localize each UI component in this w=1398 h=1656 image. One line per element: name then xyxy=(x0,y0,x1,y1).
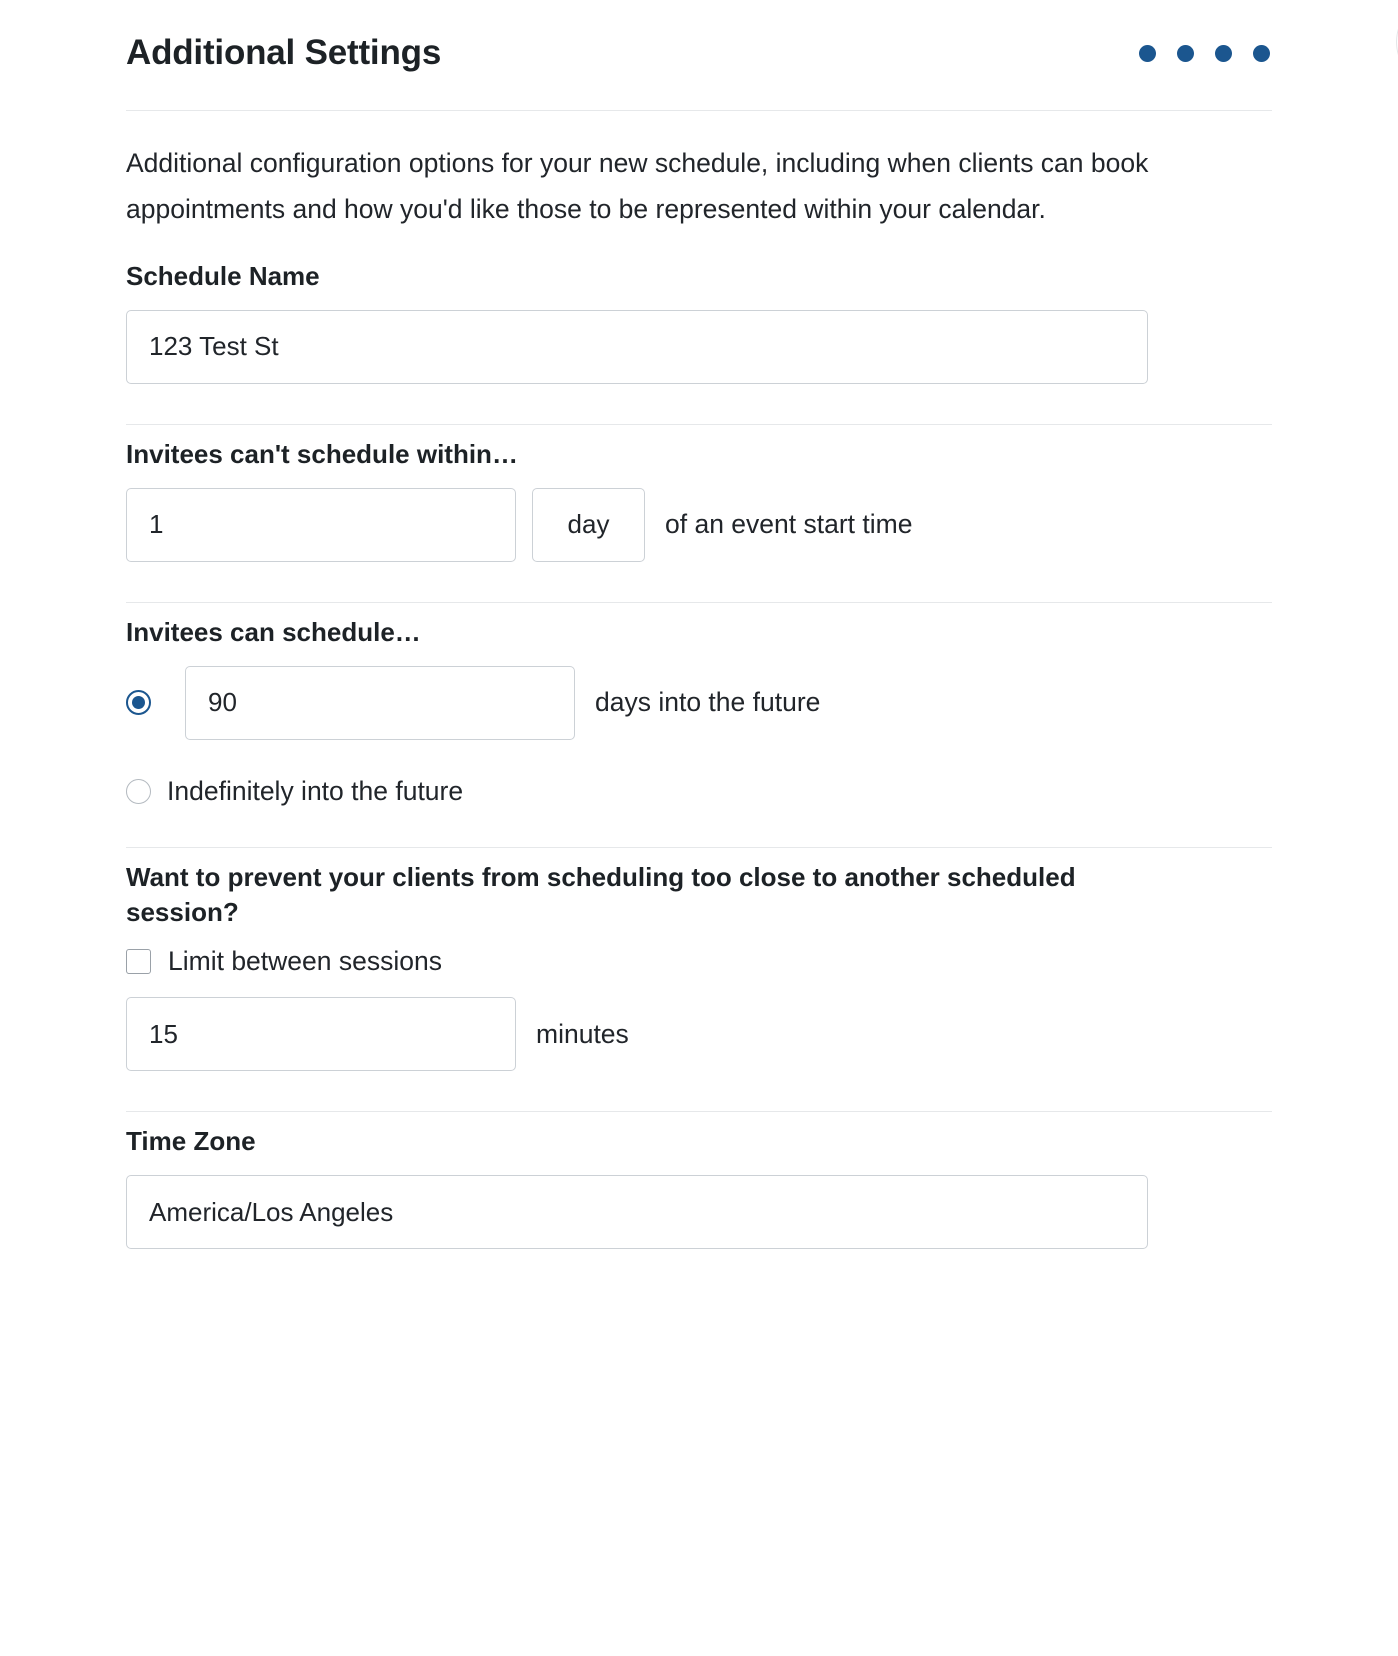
modal-body xyxy=(126,111,1272,1249)
buffer-section xyxy=(126,848,1272,1071)
minimum-notice-suffix: of an event start time xyxy=(665,509,913,540)
limit-between-sessions-checkbox[interactable] xyxy=(126,949,151,974)
minimum-notice-unit-value: day xyxy=(567,509,610,540)
future-range-days-input[interactable] xyxy=(185,666,575,740)
minimum-notice-section xyxy=(126,425,1272,562)
time-zone-section xyxy=(126,1112,1272,1249)
buffer-minutes-suffix: minutes xyxy=(536,1018,629,1049)
schedule-name-input[interactable] xyxy=(126,310,1148,384)
buffer-checkbox-row[interactable] xyxy=(126,946,1272,977)
step-dot-3[interactable] xyxy=(1215,45,1232,62)
future-range-label: Invitees can schedule… xyxy=(126,616,421,647)
buffer-minutes-input[interactable] xyxy=(126,997,516,1071)
future-range-days-suffix: days into the future xyxy=(595,687,821,718)
time-zone-input[interactable] xyxy=(126,1175,1148,1249)
future-range-section xyxy=(126,603,1272,807)
schedule-name-section xyxy=(126,247,1272,384)
step-dot-2[interactable] xyxy=(1177,45,1194,62)
schedule-name-label: Schedule Name xyxy=(126,260,320,291)
future-range-indefinite-label: Indefinitely into the future xyxy=(167,775,464,806)
page-title: Additional Settings xyxy=(126,32,442,72)
buffer-label: Want to prevent your clients from scheduling too close to another scheduled session? xyxy=(126,861,1076,928)
future-range-days-row xyxy=(126,666,1272,740)
radio-indefinitely-into-future[interactable] xyxy=(126,779,151,804)
minimum-notice-label: Invitees can't schedule within… xyxy=(126,438,518,469)
radio-days-into-future[interactable] xyxy=(126,690,151,715)
minimum-notice-input[interactable] xyxy=(126,488,516,562)
step-dot-1[interactable] xyxy=(1139,45,1156,62)
step-dot-4[interactable] xyxy=(1253,45,1270,62)
modal-header xyxy=(126,0,1272,88)
buffer-minutes-row xyxy=(126,997,1272,1071)
time-zone-label: Time Zone xyxy=(126,1126,256,1157)
limit-between-sessions-label: Limit between sessions xyxy=(168,946,442,977)
step-indicator xyxy=(1139,45,1272,62)
intro-text: Additional configuration options for your new schedule, including when clients can book appointments and how you'd like those to be represented within your calendar. xyxy=(126,148,1149,224)
minimum-notice-row xyxy=(126,488,1272,562)
minimum-notice-unit-select[interactable] xyxy=(532,488,645,562)
future-range-indefinite-row[interactable] xyxy=(126,776,1272,807)
